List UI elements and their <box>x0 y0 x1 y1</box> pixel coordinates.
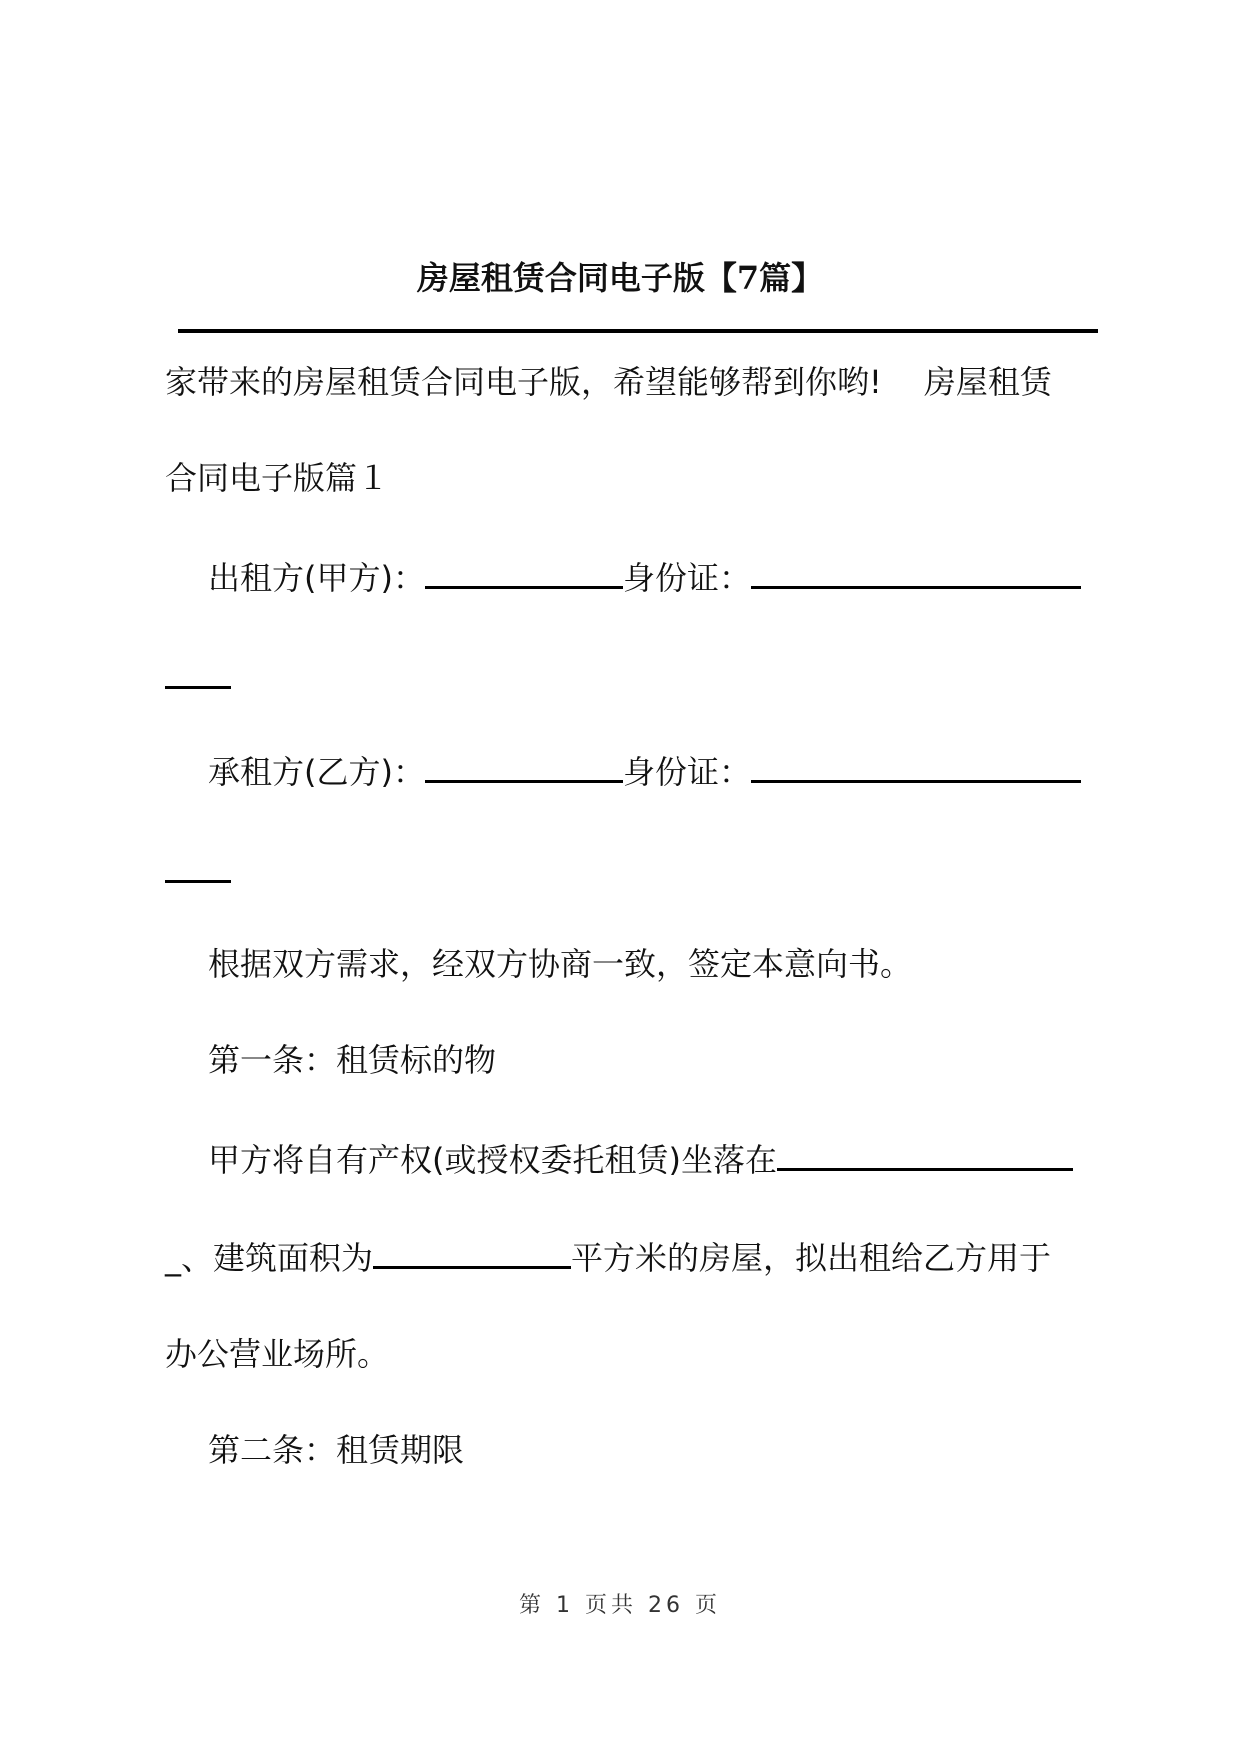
intro-line-1 <box>165 362 1052 402</box>
lessee-id-blank-continuation <box>165 880 231 883</box>
intro-text-tail: 房屋租赁 <box>923 363 1052 401</box>
intro-line-2: 合同电子版篇１ <box>165 459 390 497</box>
area-blank[interactable] <box>373 1236 571 1269</box>
lessor-label: 出租方(甲方)： <box>208 559 425 597</box>
lessee-id-blank[interactable] <box>751 750 1081 783</box>
article1-line-2 <box>165 1236 1051 1278</box>
page-footer: 第 1 页共 26 页 <box>519 1593 721 1618</box>
location-blank[interactable] <box>777 1138 1073 1171</box>
lessee-line <box>208 750 1081 792</box>
document-title: 房屋租赁合同电子版【7篇】 <box>416 259 824 297</box>
lessee-id-label: 身份证： <box>622 753 751 791</box>
lessee-label: 承租方(乙方)： <box>208 753 425 791</box>
article1-text-2a: _、建筑面积为 <box>165 1239 374 1277</box>
lessor-line <box>208 556 1081 598</box>
article1-text-1: 甲方将自有产权(或授权委托租赁)坐落在 <box>208 1141 777 1179</box>
lessor-id-blank[interactable] <box>751 556 1081 589</box>
intro-text: 家带来的房屋租赁合同电子版，希望能够帮到你哟! <box>165 363 882 401</box>
title-underline <box>178 329 1098 333</box>
preamble: 根据双方需求，经双方协商一致，签定本意向书。 <box>208 945 913 983</box>
article1-heading: 第一条：租赁标的物 <box>208 1041 497 1079</box>
lessor-name-blank[interactable] <box>425 556 623 589</box>
article1-text-2b: 平方米的房屋，拟出租给乙方用于 <box>571 1239 1052 1277</box>
lessee-name-blank[interactable] <box>425 750 623 783</box>
article2-heading: 第二条：租赁期限 <box>208 1431 465 1469</box>
lessor-id-label: 身份证： <box>622 559 751 597</box>
article1-line-3: 办公营业场所。 <box>165 1335 390 1373</box>
lessor-id-blank-continuation <box>165 686 231 689</box>
article1-line-1 <box>208 1138 1073 1180</box>
